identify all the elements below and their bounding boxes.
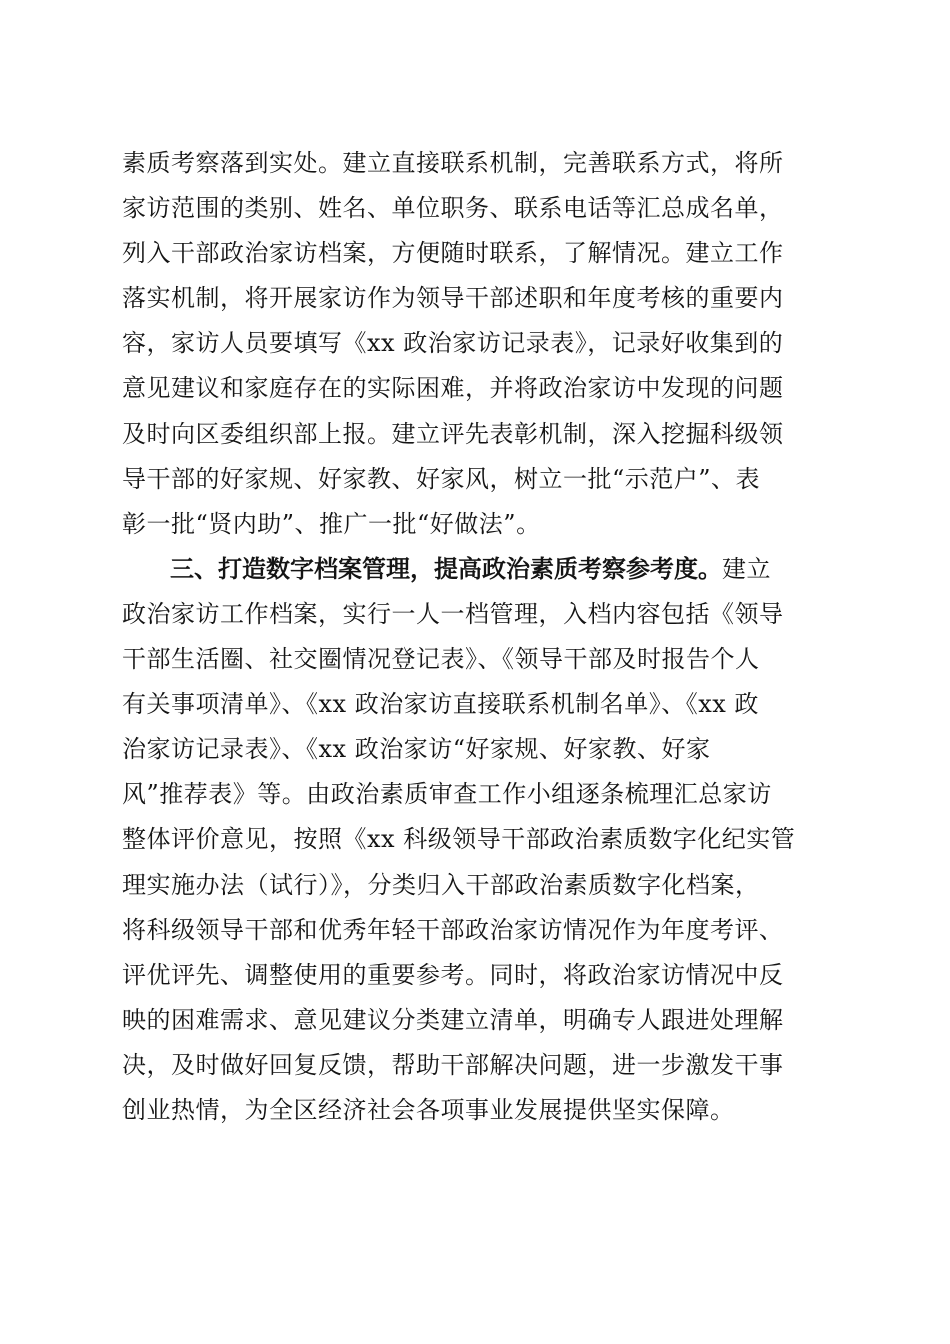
text-line: 整体评价意见，按照《xx 科级领导干部政治素质数字化纪实管 [122,825,796,854]
text-line: 理实施办法（试行）》，分类归入干部政治素质数字化档案， [122,870,760,899]
text-line: 决，及时做好回复反馈，帮助干部解决问题，进一步激发干事 [122,1050,784,1079]
text-line: 有关事项清单》、《xx 政治家访直接联系机制名单》、《xx 政 [122,690,759,719]
text-line: 及时向区委组织部上报。建立评先表彰机制，深入挖掘科级领 [122,419,784,448]
text-fragment: 建立 [722,554,771,583]
text-line: 彰一批“贤内助”、推广一批“好做法”。 [122,509,541,538]
text-line: 映的困难需求、意见建议分类建立清单，明确专人跟进处理解 [122,1005,784,1034]
text-line: 政治家访工作档案，实行一人一档管理，入档内容包括《领导 [122,599,784,628]
text-line: 家访范围的类别、姓名、单位职务、联系电话等汇总成名单， [122,194,784,223]
text-line: 列入干部政治家访档案，方便随时联系，了解情况。建立工作 [122,239,784,268]
document-body [122,141,828,1133]
paragraph-2 [122,547,828,1133]
paragraph-1 [122,141,828,547]
text-line: 风”推荐表》等。由政治素质审查工作小组逐条梳理汇总家访 [122,780,772,809]
section-heading: 三、打造数字档案管理，提高政治素质考察参考度。 [170,554,722,583]
text-line: 创业热情，为全区经济社会各项事业发展提供坚实保障。 [122,1095,735,1124]
text-line: 导干部的好家规、好家教、好家风，树立一批“示范户”、表 [122,464,761,493]
text-line: 将科级领导干部和优秀年轻干部政治家访情况作为年度考评、 [122,915,784,944]
text-line: 意见建议和家庭存在的实际困难，并将政治家访中发现的问题 [122,374,784,403]
text-line: 干部生活圈、社交圈情况登记表》、《领导干部及时报告个人 [122,645,760,674]
paragraph-2-first-line [122,547,828,592]
text-line: 治家访记录表》、《xx 政治家访“好家规、好家教、好家 [122,735,711,764]
text-line: 容，家访人员要填写《xx 政治家访记录表》，记录好收集到的 [122,329,784,358]
text-line: 评优评先、调整使用的重要参考。同时，将政治家访情况中反 [122,960,784,989]
text-line: 素质考察落到实处。建立直接联系机制，完善联系方式，将所 [122,149,784,177]
text-line: 落实机制，将开展家访作为领导干部述职和年度考核的重要内 [122,284,784,313]
